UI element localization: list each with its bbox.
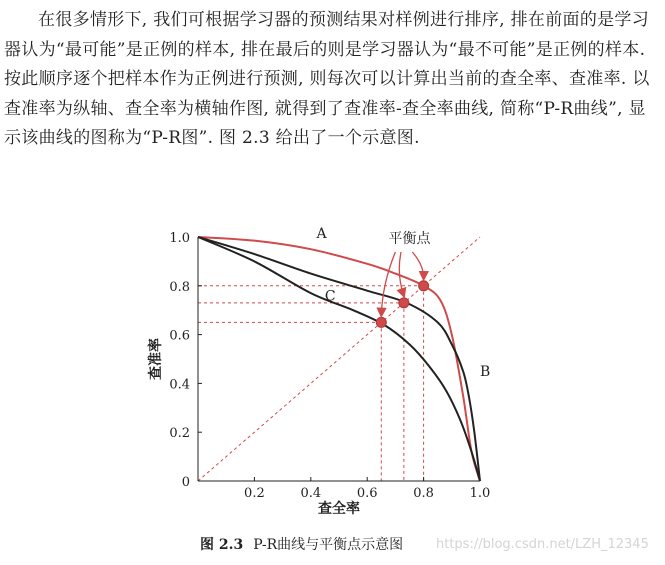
diagonal-line	[198, 237, 480, 481]
y-tick-label: 0.6	[169, 328, 190, 344]
annotation-arrow	[381, 252, 395, 315]
balance-point	[419, 281, 429, 291]
x-tick-label: 0.8	[413, 486, 434, 501]
x-axis-label: 查全率	[318, 501, 360, 517]
body-paragraph: 在很多情形下, 我们可根据学习器的预测结果对样例进行排序, 排在前面的是学习器认为“最可能”是正例的样本, 排在最后的则是学习器认为“最不可能”是正例的样本. 按此顺序逐个把样本作为正例进行预测, 则每次可以计算出当前的查全率、查准率. 以查准率为纵轴、查全率为横轴作图, 就得到了查准率-查全率曲线, 简称“P-R曲线”, 显示该曲线的图称为“P-R图”. 图 2.3 给出了一个示意图.	[4, 10, 650, 148]
x-tick-label: 0.2	[244, 486, 265, 501]
watermark: https://blog.csdn.net/LZH_12345	[436, 537, 649, 552]
balance-point	[376, 317, 386, 327]
curve-label-c: C	[324, 288, 336, 305]
figure-caption	[200, 534, 403, 554]
curve-label-a: A	[316, 226, 327, 243]
y-tick-label: 0.2	[169, 426, 190, 442]
axes-layer	[169, 231, 490, 501]
annotation-arrow	[399, 252, 404, 296]
y-tick-label: 0	[181, 475, 190, 490]
curve-label-b: B	[480, 364, 491, 381]
y-tick-label: 0.8	[169, 279, 190, 295]
y-tick-label: 1.0	[169, 231, 190, 246]
balance-point-annotation: 平衡点	[388, 231, 431, 247]
y-axis-label: 查准率	[148, 338, 164, 380]
balance-points-layer	[376, 252, 428, 327]
x-tick-label: 1.0	[469, 486, 491, 501]
y-tick-label: 0.4	[169, 377, 190, 393]
caption-number: 图 2.3	[200, 537, 244, 553]
x-tick-label: 0.4	[300, 486, 322, 501]
x-tick-label: 0.6	[356, 486, 378, 501]
annotation-arrow	[412, 252, 423, 279]
balance-point	[399, 298, 409, 308]
diagonal-layer	[198, 237, 480, 481]
caption-text: P-R曲线与平衡点示意图	[253, 537, 404, 553]
